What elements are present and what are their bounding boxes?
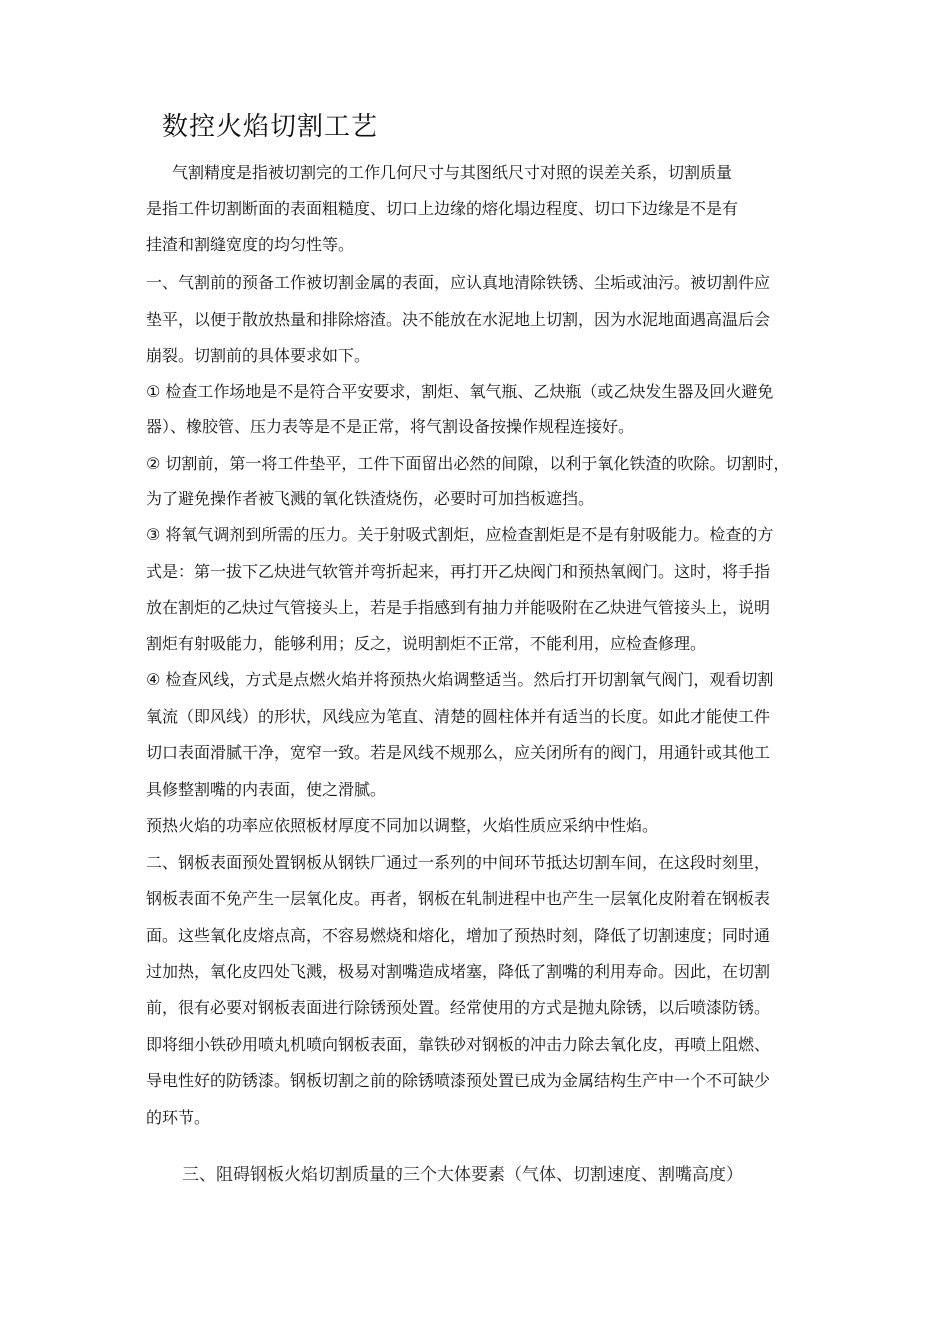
paragraph-line: 崩裂。切割前的具体要求如下。	[146, 346, 371, 365]
list-item-line: ① 检查工作场地是不是符合平安要求，割炬、氧气瓶、乙炔瓶（或乙炔发生器及回火避免	[146, 382, 774, 401]
document-title: 数控火焰切割工艺	[162, 112, 379, 142]
list-item-line: 放在割炬的乙炔过气管接头上，若是手指感到有抽力并能吸附在乙炔进气管接头上，说明	[146, 598, 771, 617]
list-item-line: 为了避免操作者被飞溅的氧化铁渣烧伤，必要时可加挡板遮挡。	[146, 489, 595, 508]
list-item-line: 具修整割嘴的内表面，使之滑腻。	[146, 780, 387, 799]
paragraph-line: 一、气割前的预备工作被切割金属的表面，应认真地清除铁锈、尘垢或油污。被切割件应	[146, 273, 771, 292]
list-item-line: 式是：第一拔下乙炔进气软管并弯折起来，再打开乙炔阀门和预热氧阀门。这时，将手指	[146, 562, 771, 581]
paragraph-line: 气割精度是指被切割完的工作几何尺寸与其图纸尺寸对照的误差关系，切割质量	[172, 163, 733, 182]
list-item-line: ④ 检查风线，方式是点燃火焰并将预热火焰调整适当。然后打开切割氧气阀门，观看切割	[146, 670, 774, 689]
paragraph-line: 垫平，以便于散放热量和排除熔渣。决不能放在水泥地上切割，因为水泥地面遇高温后会	[146, 310, 771, 329]
paragraph-line: 的环节。	[146, 1108, 211, 1127]
paragraph-line: 钢板表面不免产生一层氧化皮。再者，钢板在轧制进程中也产生一层氧化皮附着在钢板表	[146, 889, 771, 908]
paragraph-line: 导电性好的防锈漆。钢板切割之前的除锈喷漆预处置已成为金属结构生产中一个不可缺少	[146, 1071, 771, 1090]
paragraph-line: 预热火焰的功率应依照板材厚度不同加以调整，火焰性质应采纳中性焰。	[146, 816, 659, 835]
paragraph-line: 即将细小铁砂用喷丸机喷向钢板表面，靠铁砂对钢板的冲击力除去氧化皮，再喷上阻燃、	[146, 1035, 771, 1054]
list-item-line: ② 切割前，第一将工件垫平，工件下面留出必然的间隙，以利于氧化铁渣的吹除。切割时，	[146, 454, 790, 473]
paragraph-line: 是指工件切割断面的表面粗糙度、切口上边缘的熔化塌边程度、切口下边缘是不是有	[146, 199, 739, 218]
paragraph-line: 二、钢板表面预处置钢板从钢铁厂通过一系列的中间环节抵达切割车间，在这段时刻里，	[146, 853, 771, 872]
section-heading: 三、阻碍钢板火焰切割质量的三个大体要素（气体、切割速度、割嘴高度）	[182, 1165, 743, 1185]
list-item-line: 器）、橡胶管、压力表等是不是正常，将气割设备按操作规程连接好。	[146, 417, 635, 436]
list-item-line: 割炬有射吸能力，能够利用；反之，说明割炬不正常，不能利用，应检查修理。	[146, 634, 707, 653]
list-item-line: 氧流（即风线）的形状，风线应为笔直、清楚的圆柱体并有适当的长度。如此才能使工件	[146, 707, 771, 726]
list-item-line: 切口表面滑腻干净，宽窄一致。若是风线不规那么，应关闭所有的阀门，用通针或其他工	[146, 743, 771, 762]
paragraph-line: 面。这些氧化皮熔点高，不容易燃烧和熔化，增加了预热时刻，降低了切割速度；同时通	[146, 926, 771, 945]
paragraph-line: 过加热，氧化皮四处飞溅，极易对割嘴造成堵塞，降低了割嘴的利用寿命。因此，在切割	[146, 962, 771, 981]
paragraph-line: 挂渣和割缝宽度的均匀性等。	[146, 235, 355, 254]
list-item-line: ③ 将氧气调剂到所需的压力。关于射吸式割炬，应检查割炬是不是有射吸能力。检查的方	[146, 525, 774, 544]
paragraph-line: 前，很有必要对钢板表面进行除锈预处置。经常使用的方式是抛丸除锈，以后喷漆防锈。	[146, 998, 771, 1017]
